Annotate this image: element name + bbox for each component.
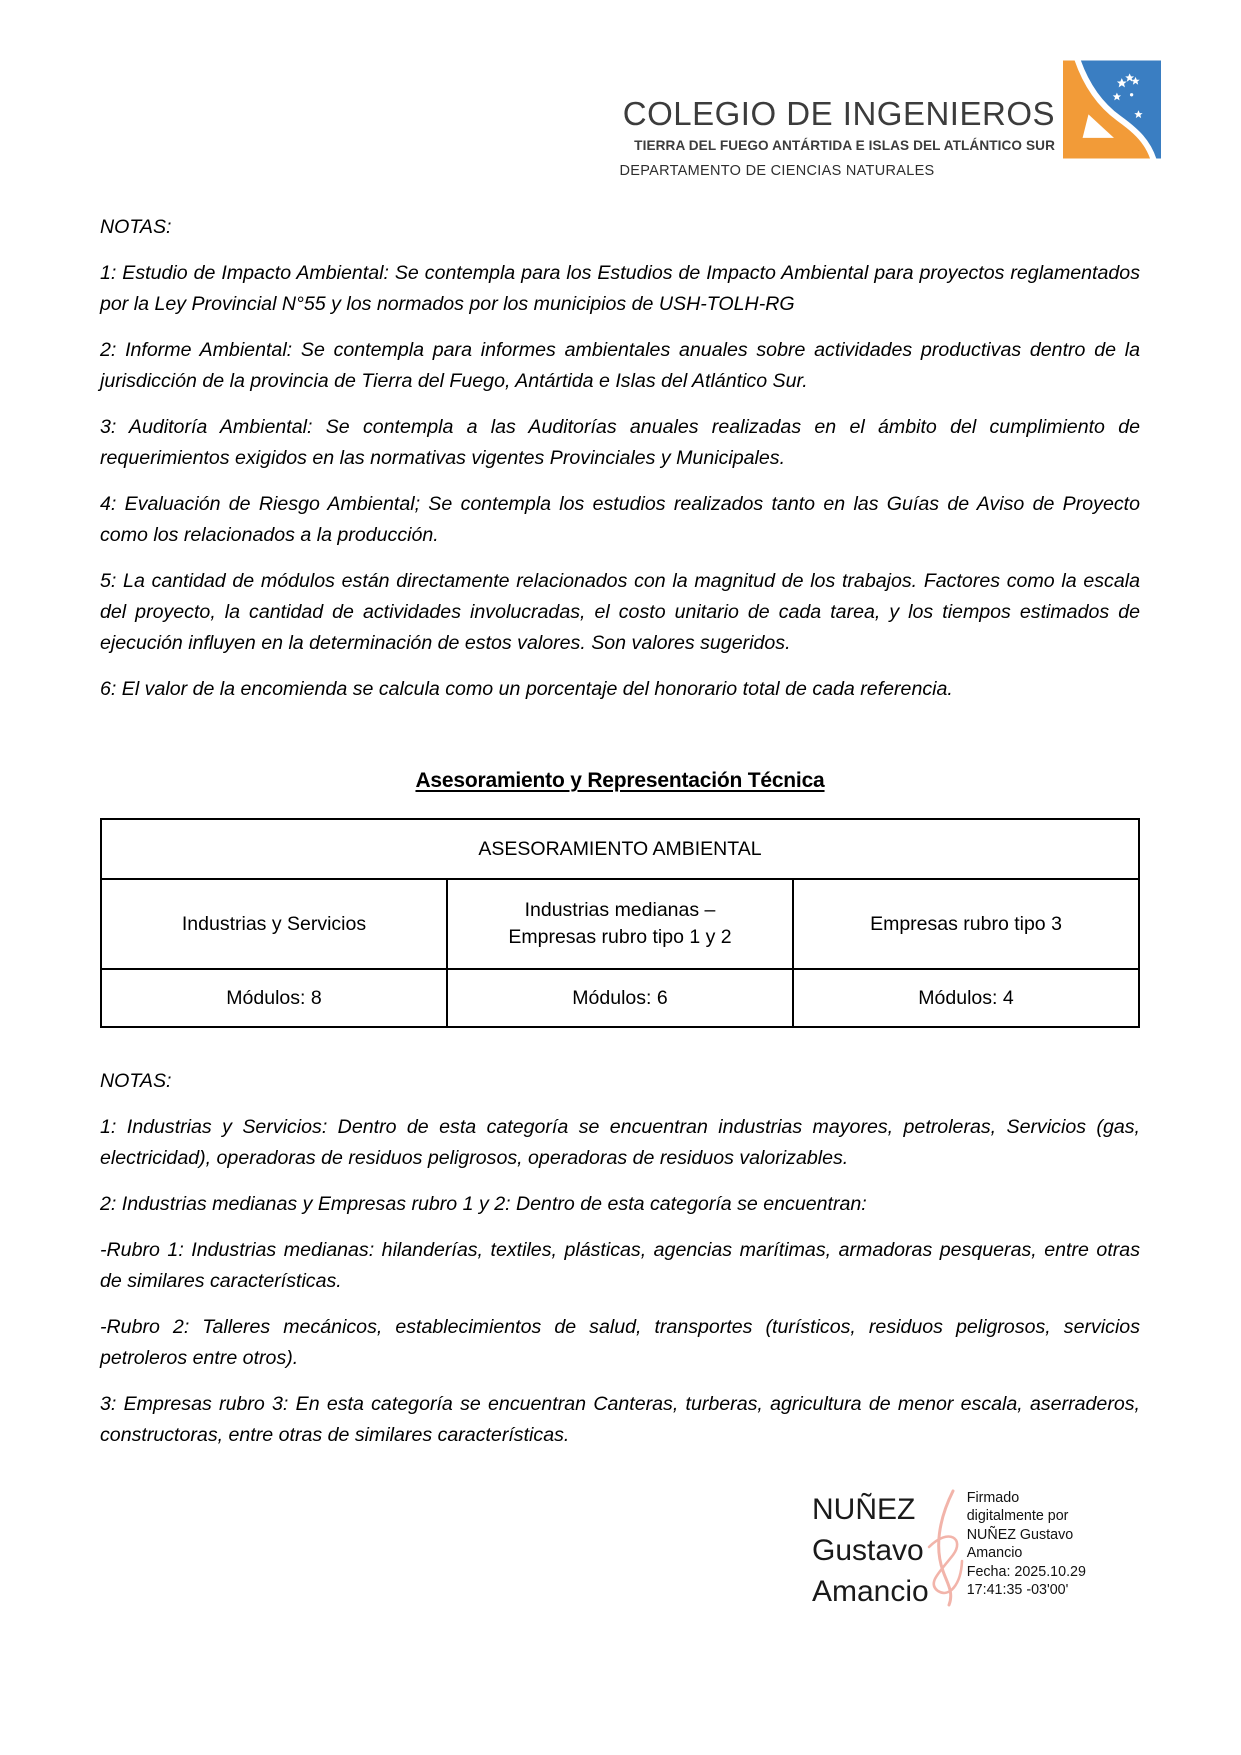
- note-paragraph-10: -Rubro 2: Talleres mecánicos, establecimientos de salud, transportes (turísticos, residuos peligrosos, servicios petroleros entre otros).: [100, 1316, 1140, 1369]
- table-header-row: [101, 819, 1139, 879]
- signature-name-line-1: NUÑEZ: [812, 1493, 916, 1526]
- org-subtitle: TIERRA DEL FUEGO ANTÁRTIDA E ISLAS DEL ATLÁNTICO SUR: [634, 138, 1055, 153]
- signature-details-line-3: NUÑEZ Gustavo: [966, 1526, 1074, 1543]
- note-paragraph-6: 6: El valor de la encomienda se calcula como un porcentaje del honorario total de cada referencia.: [100, 678, 953, 700]
- category-cell-1: Industrias y Servicios: [101, 879, 447, 969]
- category-cell-2: Industrias medianas – Empresas rubro tipo 1 y 2: [447, 879, 793, 969]
- table-title-cell: ASESORAMIENTO AMBIENTAL: [101, 819, 1139, 879]
- asesoramiento-ambiental-table: [100, 818, 1140, 1028]
- signature-details-line-5: Fecha: 2025.10.29: [966, 1563, 1086, 1580]
- note-paragraph-4: 4: Evaluación de Riesgo Ambiental; Se contempla los estudios realizados tanto en las Guías de Aviso de Proyecto como los relacionados a la producción.: [100, 493, 1140, 546]
- digital-signature-block: [812, 1487, 1140, 1612]
- signature-details-line-2: digitalmente por: [966, 1508, 1069, 1525]
- signature-details-line-4: Amancio: [966, 1545, 1023, 1562]
- signature-details: [967, 1489, 1086, 1599]
- notes-top-label: NOTAS:: [100, 216, 172, 238]
- note-paragraph-5: 5: La cantidad de módulos están directamente relacionados con la magnitud de los trabajos. Factores como la escala del proyecto, la cantidad de actividades involucradas, el costo unitario de cada tarea, y los tiempos estimados de ejecución influyen en la determinación de estos valores. Son valores sugeridos.: [100, 570, 1140, 654]
- note-paragraph-7: 1: Industrias y Servicios: Dentro de esta categoría se encuentran industrias mayores, petroleras, Servicios (gas, electricidad), operadoras de residuos peligrosos, operadoras de residuos valorizables.: [100, 1116, 1140, 1169]
- modules-cell-2: Módulos: 6: [447, 969, 793, 1027]
- note-paragraph-3: 3: Auditoría Ambiental: Se contempla a las Auditorías anuales realizadas en el ámbito del cumplimiento de requerimientos exigidos en las normativas vigentes Provinciales y Municipales.: [100, 416, 1140, 469]
- tierra-del-fuego-flag-logo-icon: [1063, 60, 1161, 159]
- modules-cell-1: Módulos: 8: [101, 969, 447, 1027]
- signature-name-line-3: Amancio: [812, 1575, 929, 1608]
- modules-cell-3: Módulos: 4: [793, 969, 1139, 1027]
- note-paragraph-11: 3: Empresas rubro 3: En esta categoría se encuentran Canteras, turberas, agricultura de menor escala, aserraderos, constructoras, entre otras de similares características.: [100, 1393, 1140, 1446]
- note-paragraph-9: -Rubro 1: Industrias medianas: hilanderías, textiles, plásticas, agencias marítimas, armadoras pesqueras, entre otras de similares características.: [100, 1239, 1140, 1292]
- table-modules-row: [101, 969, 1139, 1027]
- note-paragraph-1: 1: Estudio de Impacto Ambiental: Se contempla para los Estudios de Impacto Ambiental para proyectos reglamentados por la Ley Provincial N°55 y los normados por los municipios de USH-TOLH-RG: [100, 262, 1140, 315]
- section-title: Asesoramiento y Representación Técnica: [415, 769, 825, 792]
- org-title: COLEGIO DE INGENIEROS: [622, 95, 1055, 132]
- adobe-signature-flourish-icon: [923, 1487, 973, 1609]
- document-body: [100, 212, 1140, 1612]
- signature-name-line-2: Gustavo: [812, 1534, 924, 1567]
- signature-details-line-6: 17:41:35 -03'00': [966, 1582, 1069, 1599]
- category-cell-3: Empresas rubro tipo 3: [793, 879, 1139, 969]
- note-paragraph-8: 2: Industrias medianas y Empresas rubro 1 y 2: Dentro de esta categoría se encuentran:: [100, 1193, 867, 1215]
- table-category-row: [101, 879, 1139, 969]
- signature-name: [812, 1489, 929, 1612]
- signature-details-line-1: Firmado: [966, 1490, 1020, 1506]
- notes-bottom-label: NOTAS:: [100, 1070, 172, 1092]
- department-title: DEPARTAMENTO DE CIENCIAS NATURALES: [619, 163, 935, 179]
- note-paragraph-2: 2: Informe Ambiental: Se contempla para informes ambientales anuales sobre actividades productivas dentro de la jurisdicción de la provincia de Tierra del Fuego, Antártida e Islas del Atlántico Sur.: [100, 339, 1140, 392]
